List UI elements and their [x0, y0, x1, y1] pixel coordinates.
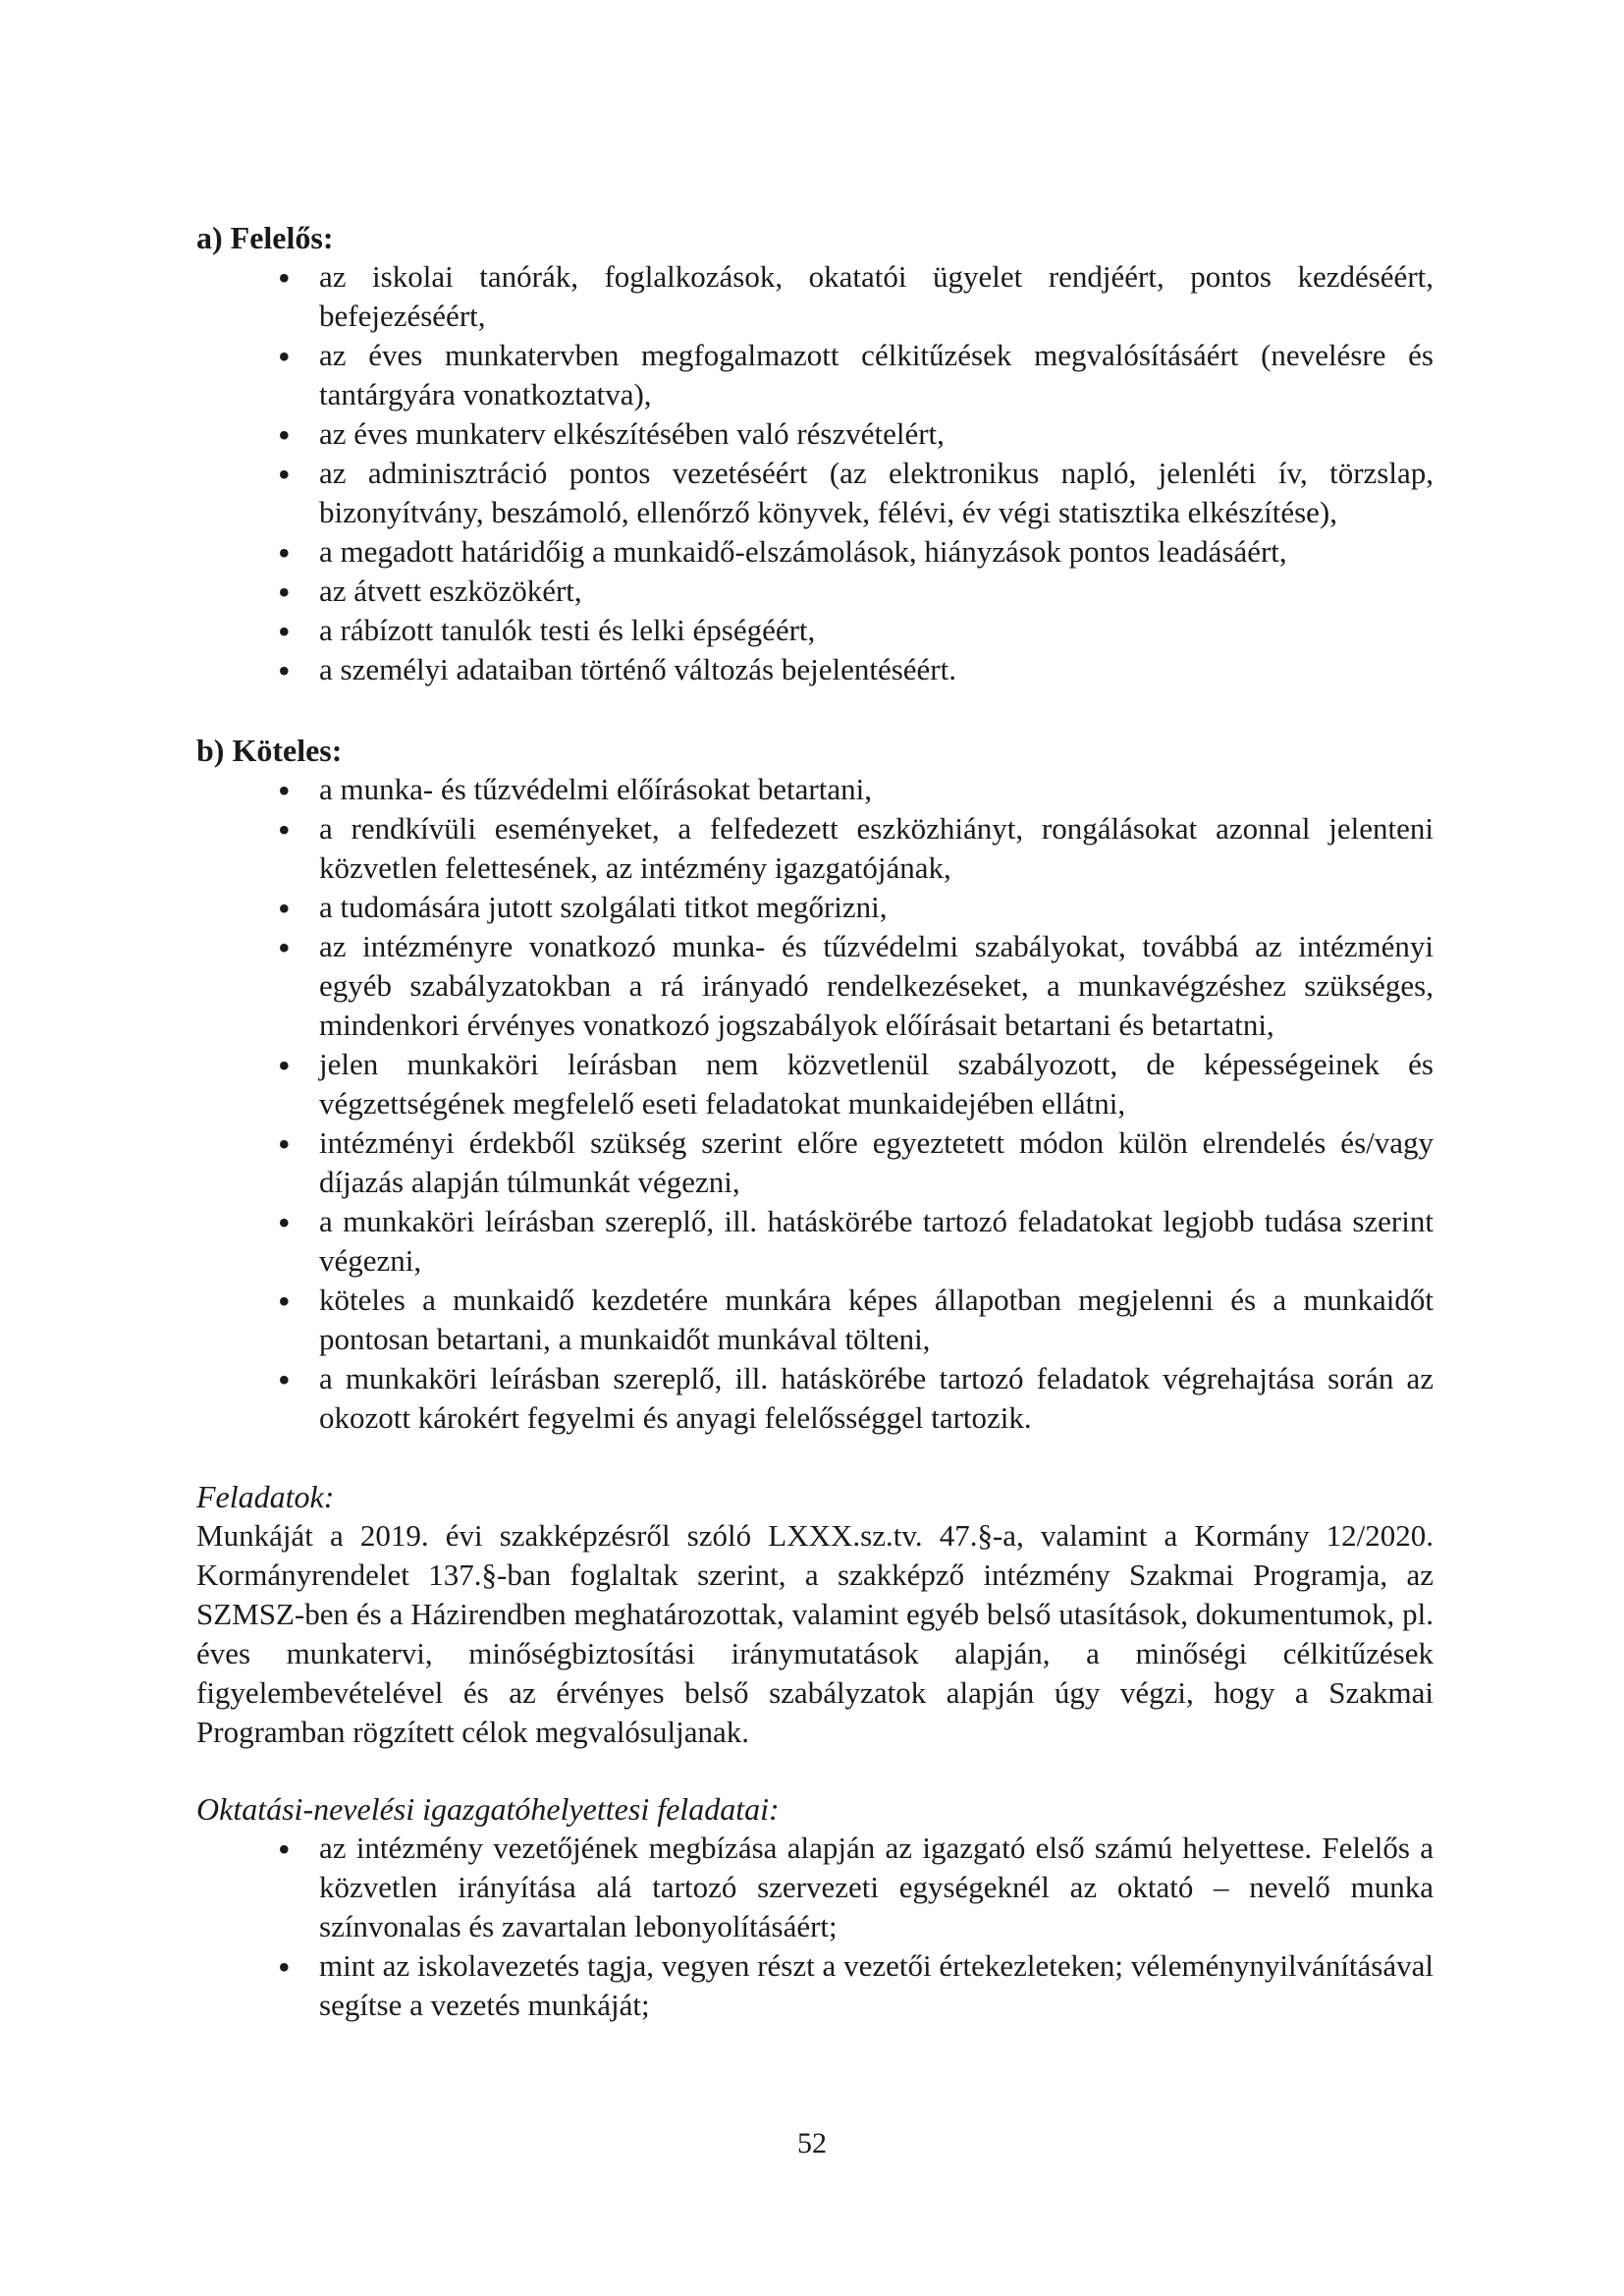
page-number: 52	[797, 2127, 827, 2159]
list-item-text: köteles a munkaidő kezdetére munkára képes állapotban megjelenni és a munkaidőt pontosan betartani, a munkaidőt munkával tölteni,	[319, 1283, 1434, 1356]
bullet-icon: •	[278, 771, 291, 810]
bullet-icon: •	[278, 1947, 291, 1987]
bullet-icon: •	[278, 1830, 291, 1869]
section-felelos	[196, 218, 1434, 689]
list-item-text: a rendkívüli eseményeket, a felfedezett eszközhiányt, rongálásokat azonnal jelenteni közvetlen felettesének, az intézmény igazgatójának,	[319, 811, 1434, 885]
list-item-text: az iskolai tanórák, foglalkozások, okatatói ügyelet rendjéért, pontos kezdéséért, befejezéséért,	[319, 259, 1434, 333]
bullet-icon: •	[278, 258, 291, 298]
list-item-text: az intézmény vezetőjének megbízása alapján az igazgató első számú helyettese. Felelős a közvetlen irányítása alá tartozó szervezeti egységeknél az oktató – nevelő munka színvonalas és zavartalan lebonyolításáért;	[319, 1831, 1434, 1943]
list-item-text: jelen munkaköri leírásban nem közvetlenül szabályozott, de képességeinek és végzettségének megfelelő eseti feladatokat munkaidejében ellátni,	[319, 1047, 1434, 1121]
bullet-icon: •	[278, 1282, 291, 1321]
list-item-text: mint az iskolavezetés tagja, vegyen részt a vezetői értekezleteken; véleménynyilvánításával segítse a vezetés munkáját;	[319, 1948, 1434, 2022]
bullet-icon: •	[278, 415, 291, 455]
bullet-icon: •	[278, 1046, 291, 1085]
list-item-text: a rábízott tanulók testi és lelki épségéért,	[319, 613, 816, 647]
list-item-text: az átvett eszközökért,	[319, 574, 582, 608]
bullet-list-b	[196, 770, 1434, 1438]
bullet-icon: •	[278, 1124, 291, 1164]
bullet-icon: •	[278, 337, 291, 376]
section-a-heading: a) Felelős:	[196, 220, 334, 255]
bullet-icon: •	[278, 573, 291, 612]
list-item	[196, 336, 1434, 414]
bullet-list-a	[196, 257, 1434, 689]
list-item-text: a munka- és tűzvédelmi előírásokat betartani,	[319, 772, 872, 806]
bullet-icon: •	[278, 810, 291, 849]
list-item-text: az éves munkaterv elkészítésében való részvételért,	[319, 416, 945, 451]
list-item	[196, 611, 1434, 650]
list-item-text: a munkaköri leírásban szereplő, ill. hatáskörébe tartozó feladatokat legjobb tudása szerint végezni,	[319, 1204, 1434, 1278]
list-item-text: az intézményre vonatkozó munka- és tűzvédelmi szabályokat, továbbá az intézményi egyéb szabályzatokban a rá irányadó rendelkezéseket, a munkavégzéshez szükséges, mindenkori érvényes vonatkozó jogszabályok előírásait betartani és betartatni,	[319, 929, 1434, 1042]
list-item-text: az adminisztráció pontos vezetéséért (az elektronikus napló, jelenléti ív, törzslap, bizonyítvány, beszámoló, ellenőrző könyvek, félévi, év végi statisztika elkészítése),	[319, 456, 1434, 529]
list-item-text: a tudomására jutott szolgálati titkot megőrizni,	[319, 890, 888, 924]
list-item-text: a megadott határidőig a munkaidő-elszámolások, hiányzások pontos leadásáért,	[319, 534, 1287, 569]
document-body	[196, 218, 1434, 2025]
section-b-heading: b) Köteles:	[196, 733, 343, 768]
bullet-icon: •	[278, 455, 291, 494]
list-item	[196, 572, 1434, 611]
list-item	[196, 1829, 1434, 1946]
list-item-text: intézményi érdekből szükség szerint előre egyeztetett módon külön elrendelés és/vagy díjazás alapján túlmunkát végezni,	[319, 1125, 1434, 1199]
list-item	[196, 1123, 1434, 1202]
bullet-icon: •	[278, 533, 291, 573]
list-item	[196, 257, 1434, 336]
list-item	[196, 1045, 1434, 1123]
bullet-icon: •	[278, 1360, 291, 1399]
list-item	[196, 1281, 1434, 1359]
bullet-icon: •	[278, 612, 291, 651]
section-feladatok	[196, 1477, 1434, 1752]
list-item	[196, 650, 1434, 689]
list-item	[196, 927, 1434, 1045]
feladatok-paragraph: Munkáját a 2019. évi szakképzésről szóló LXXX.sz.tv. 47.§-a, valamint a Kormány 12/2020. Kormányrendelet 137.§-ban foglaltak szerint, a szakképző intézmény Szakmai Programja, az SZMSZ-ben és a Házirendben meghatározottak, valamint egyéb belső utasítások, dokumentumok, pl. éves munkatervi, minőségbiztosítási iránymutatások alapján, a minőségi célkitűzések figyelembevételével és az érvényes belső szabályzatok alapján úgy végzi, hogy a Szakmai Programban rögzített célok megvalósuljanak.	[196, 1518, 1434, 1749]
list-item-text: a munkaköri leírásban szereplő, ill. hatáskörébe tartozó feladatok végrehajtása során az okozott károkért fegyelmi és anyagi felelősséggel tartozik.	[319, 1361, 1434, 1435]
bullet-icon: •	[278, 651, 291, 690]
bullet-list-oktatasi	[196, 1829, 1434, 2025]
list-item-text: az éves munkatervben megfogalmazott célkitűzések megvalósításáért (nevelésre és tantárgyára vonatkoztatva),	[319, 338, 1434, 411]
section-koteles	[196, 731, 1434, 1438]
list-item	[196, 888, 1434, 927]
oktatasi-heading: Oktatási-nevelési igazgatóhelyettesi feladatai:	[196, 1791, 780, 1827]
bullet-icon: •	[278, 889, 291, 928]
list-item	[196, 1202, 1434, 1281]
list-item-text: a személyi adataiban történő változás bejelentéséért.	[319, 652, 956, 686]
bullet-icon: •	[278, 1203, 291, 1242]
list-item	[196, 1359, 1434, 1438]
list-item	[196, 1946, 1434, 2025]
feladatok-heading: Feladatok:	[196, 1479, 335, 1514]
list-item	[196, 532, 1434, 572]
list-item	[196, 809, 1434, 888]
list-item	[196, 414, 1434, 454]
section-oktatasi	[196, 1789, 1434, 2025]
bullet-icon: •	[278, 928, 291, 967]
list-item	[196, 770, 1434, 809]
list-item	[196, 454, 1434, 532]
